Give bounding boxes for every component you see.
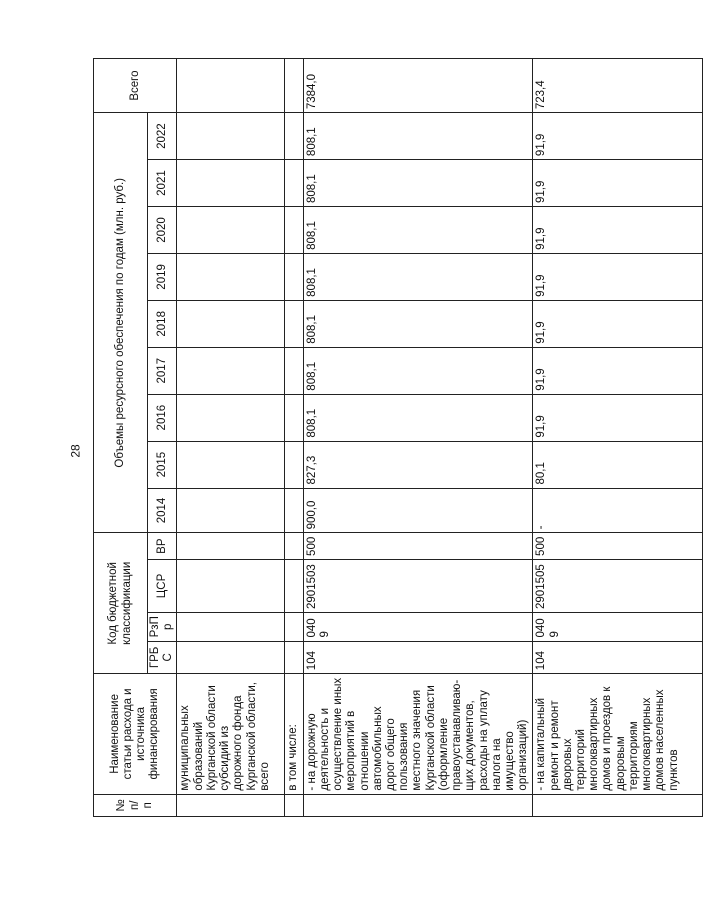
budget-table-container — [93, 58, 680, 817]
header-year-2016: 2016 — [148, 394, 177, 441]
row-name: в том числе: — [285, 674, 303, 794]
row-total: 7384,0 — [303, 59, 533, 113]
row-value-2020: 808,1 — [303, 207, 533, 254]
header-csr: ЦСР — [148, 559, 177, 612]
row-vr: 500 — [533, 533, 703, 560]
row-no — [285, 794, 303, 816]
row-rzpr: 0409 — [303, 612, 533, 641]
row-value-2021 — [177, 160, 285, 207]
row-name: - на дорожную деятельность и осуществление иных мероприятий в отношении автомобильных дорог общего пользования местного значения Курганской области (оформление правоустанавливаю-щих документов, расходы на уплату налога на имущество организаций) — [303, 674, 533, 794]
row-no — [177, 794, 285, 816]
row-vr — [177, 533, 285, 560]
row-vr — [285, 533, 303, 560]
row-value-2022 — [285, 113, 303, 160]
row-name: муниципальных образований Курганской области субсидий из дорожного фонда Курганской области, всего — [177, 674, 285, 794]
row-rzpr — [177, 612, 285, 641]
row-value-2015: 827,3 — [303, 441, 533, 488]
header-rzpr: РзПр — [148, 612, 177, 641]
row-value-2018 — [285, 300, 303, 347]
row-grbs — [177, 641, 285, 674]
header-grbs: ГРБС — [148, 641, 177, 674]
row-value-2014 — [285, 488, 303, 533]
row-value-2014: - — [533, 488, 703, 533]
header-year-2015: 2015 — [148, 441, 177, 488]
header-year-2014: 2014 — [148, 488, 177, 533]
row-total — [285, 59, 303, 113]
header-year-2020: 2020 — [148, 207, 177, 254]
row-rzpr: 0409 — [533, 612, 703, 641]
row-value-2015 — [177, 441, 285, 488]
header-year-2017: 2017 — [148, 347, 177, 394]
row-value-2016 — [285, 394, 303, 441]
row-value-2022: 91,9 — [533, 113, 703, 160]
row-value-2019 — [177, 253, 285, 300]
table-row — [285, 59, 303, 817]
row-rzpr — [285, 612, 303, 641]
header-no: № п/п — [94, 794, 177, 816]
header-name: Наименование статьи расхода и источника финансирования — [94, 674, 177, 794]
row-value-2020 — [285, 207, 303, 254]
row-value-2017: 91,9 — [533, 347, 703, 394]
row-value-2017: 808,1 — [303, 347, 533, 394]
table-row — [533, 59, 703, 817]
row-value-2021: 808,1 — [303, 160, 533, 207]
row-no — [533, 794, 703, 816]
header-year-2019: 2019 — [148, 253, 177, 300]
row-total: 723,4 — [533, 59, 703, 113]
row-value-2020: 91,9 — [533, 207, 703, 254]
row-value-2016: 91,9 — [533, 394, 703, 441]
row-value-2018: 91,9 — [533, 300, 703, 347]
row-value-2015: 80,1 — [533, 441, 703, 488]
row-csr: 2901505 — [533, 559, 703, 612]
row-grbs: 104 — [303, 641, 533, 674]
row-total — [177, 59, 285, 113]
row-value-2020 — [177, 207, 285, 254]
row-no — [303, 794, 533, 816]
row-value-2016: 808,1 — [303, 394, 533, 441]
row-value-2022 — [177, 113, 285, 160]
row-csr: 2901503 — [303, 559, 533, 612]
row-value-2014: 900,0 — [303, 488, 533, 533]
table-row — [303, 59, 533, 817]
budget-table — [93, 58, 703, 817]
header-total: Всего — [94, 59, 177, 113]
table-row — [177, 59, 285, 817]
row-value-2021: 91,9 — [533, 160, 703, 207]
row-value-2019 — [285, 253, 303, 300]
page-number: 28 — [68, 444, 83, 458]
row-csr — [285, 559, 303, 612]
row-value-2019: 808,1 — [303, 253, 533, 300]
row-value-2015 — [285, 441, 303, 488]
row-value-2018: 808,1 — [303, 300, 533, 347]
row-value-2021 — [285, 160, 303, 207]
row-value-2017 — [177, 347, 285, 394]
row-value-2022: 808,1 — [303, 113, 533, 160]
row-vr: 500 — [303, 533, 533, 560]
row-value-2019: 91,9 — [533, 253, 703, 300]
header-code-group: Код бюджетной классификации — [94, 533, 148, 674]
header-year-2021: 2021 — [148, 160, 177, 207]
row-name: - на капитальный ремонт и ремонт дворовых территорий многоквартирных домов и проездов к дворовым территориям многоквартирных домов населенных пунктов — [533, 674, 703, 794]
header-year-2022: 2022 — [148, 113, 177, 160]
header-vr: ВР — [148, 533, 177, 560]
row-csr — [177, 559, 285, 612]
row-value-2016 — [177, 394, 285, 441]
header-year-2018: 2018 — [148, 300, 177, 347]
row-grbs: 104 — [533, 641, 703, 674]
row-grbs — [285, 641, 303, 674]
row-value-2017 — [285, 347, 303, 394]
header-years-group: Объемы ресурсного обеспечения по годам (млн. руб.) — [94, 113, 148, 533]
row-value-2014 — [177, 488, 285, 533]
row-value-2018 — [177, 300, 285, 347]
